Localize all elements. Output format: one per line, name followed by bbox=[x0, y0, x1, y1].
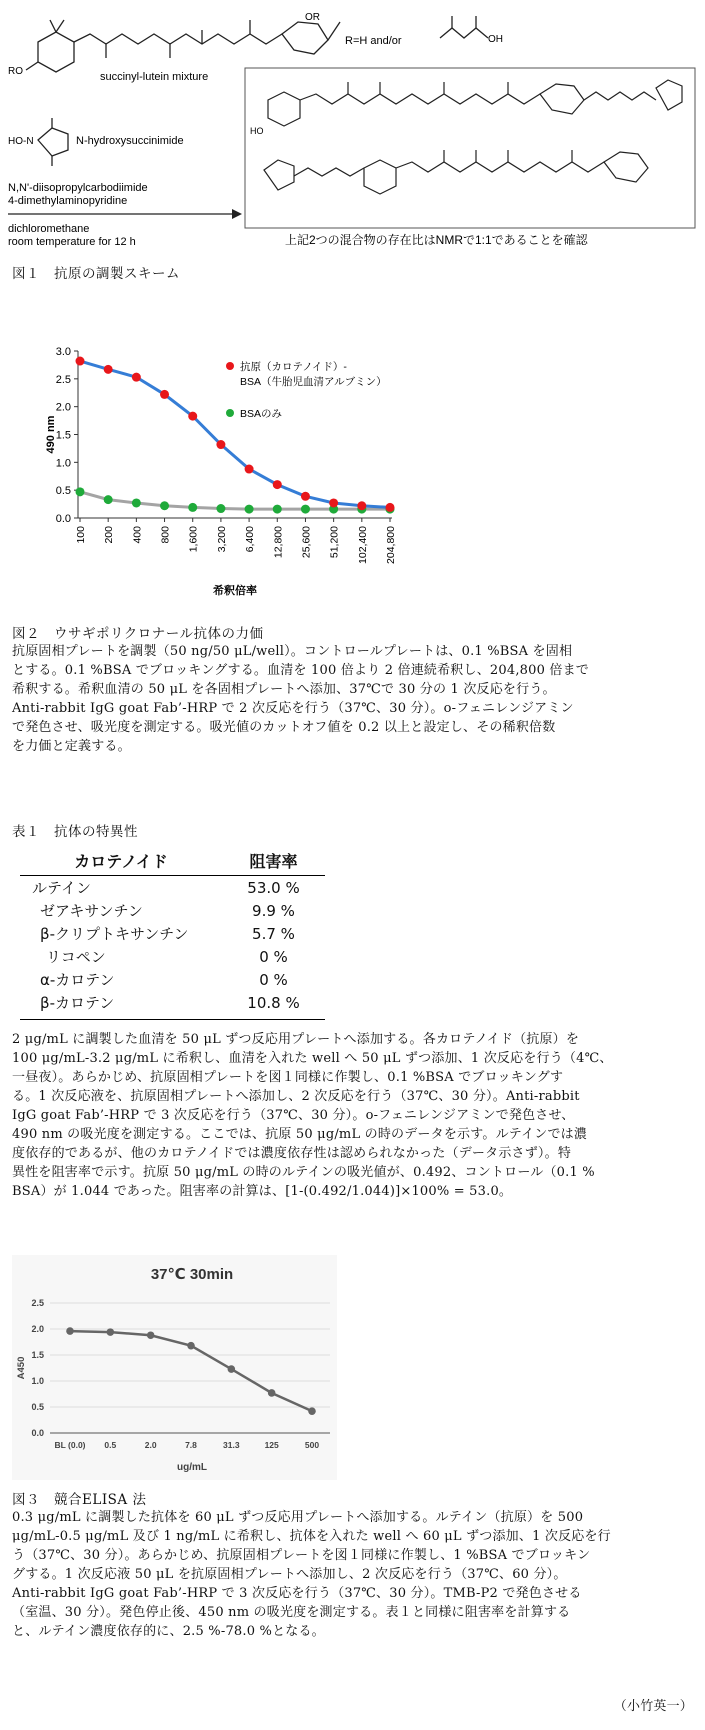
x-tick-label: 204,800 bbox=[385, 526, 397, 564]
data-point bbox=[329, 498, 338, 507]
table-row bbox=[20, 991, 325, 1020]
chart-title: 37℃ 30min bbox=[150, 1266, 234, 1283]
table1-caption: 表１ 抗体の特異性 bbox=[12, 824, 138, 840]
scheme-reagent-2: 4-dimethylaminopyridine bbox=[8, 195, 128, 207]
paragraph-line: とする。0.1 %BSA でブロッキングする。血清を 100 倍より 2 倍連続希釈し、204,800 倍まで bbox=[12, 663, 589, 678]
table-row bbox=[20, 899, 325, 922]
x-tick-label: 3,200 bbox=[215, 526, 228, 553]
y-tick-label: 2.0 bbox=[31, 1324, 44, 1334]
x-tick-label: 102,400 bbox=[356, 526, 369, 564]
author-credit: （小竹英一） bbox=[613, 1699, 693, 1714]
x-tick-label: 51,200 bbox=[328, 526, 341, 559]
y-axis-label: 490 nm bbox=[45, 415, 57, 454]
y-tick-label: 1.5 bbox=[31, 1350, 44, 1360]
data-point bbox=[104, 365, 113, 374]
x-tick-label: 800 bbox=[159, 526, 172, 544]
titer-chart bbox=[0, 335, 400, 600]
y-tick-label: 0.0 bbox=[31, 1428, 44, 1438]
scheme-succinyl bbox=[440, 28, 488, 38]
figure3-body bbox=[12, 1508, 611, 1641]
y-tick-label: 1.5 bbox=[55, 429, 71, 442]
y-tick-label: 0.5 bbox=[55, 485, 71, 498]
x-tick-label: 125 bbox=[264, 1440, 279, 1450]
table-cell: 0 % bbox=[259, 947, 288, 966]
product-box bbox=[245, 68, 695, 228]
paragraph-line: る。1 次反応液を、抗原固相プレートへ添加し、2 次反応を行う（37℃、30 分）。Anti-rabbit bbox=[12, 1089, 580, 1104]
data-point bbox=[308, 1407, 316, 1415]
scheme-atom-oh: OH bbox=[488, 34, 503, 45]
table1-body bbox=[12, 1030, 613, 1201]
x-axis-label: ug/mL bbox=[177, 1462, 207, 1473]
data-point bbox=[273, 505, 282, 514]
scheme-solvent: dichloromethane bbox=[8, 223, 90, 235]
table-cell: 9.9 % bbox=[252, 901, 295, 920]
synthesis-scheme bbox=[0, 0, 705, 290]
scheme-label-r: R=H and/or bbox=[345, 35, 402, 47]
table-row bbox=[20, 945, 325, 968]
x-tick-label: 12,800 bbox=[272, 526, 285, 559]
data-point bbox=[188, 503, 197, 512]
legend-marker bbox=[226, 362, 234, 370]
scheme-reagent-1: N,N'-diisopropylcarbodiimide bbox=[8, 182, 148, 194]
paragraph-line: う（37℃、30 分）。あらかじめ、抗原固相プレートを図１同様に作製し、1 %BSA でブロッキン bbox=[12, 1548, 591, 1563]
y-tick-label: 0.0 bbox=[55, 513, 71, 525]
data-point bbox=[357, 501, 366, 510]
data-point bbox=[160, 501, 169, 510]
scheme-nhs-ring bbox=[38, 128, 68, 156]
scheme-note: 上記2つの混合物の存在比はNMRで1:1であることを確認 bbox=[285, 233, 588, 247]
paragraph-line: で発色させ、吸光度を測定する。吸光値のカットオフ値を 0.2 以上と設定し、その稀釈倍数 bbox=[12, 720, 556, 735]
y-tick-label: 3.0 bbox=[55, 346, 71, 358]
legend-label: BSA（牛胎児血清アルブミン） bbox=[240, 376, 387, 388]
y-tick-label: 1.0 bbox=[31, 1376, 44, 1386]
data-point bbox=[107, 1328, 115, 1336]
arrow-head-icon bbox=[232, 209, 242, 219]
scheme-atom-ho-n: HO-N bbox=[8, 136, 34, 147]
y-tick-label: 1.0 bbox=[55, 457, 71, 470]
x-tick-label: 0.5 bbox=[104, 1440, 117, 1450]
paragraph-line: IgG goat Fab’-HRP で 3 次反応を行う（37℃、30 分）。o-フェニレンジアミンで発色させ、 bbox=[12, 1108, 575, 1123]
paragraph-line: 100 μg/mL-3.2 μg/mL に希釈し、血清を入れた well へ 50 μL ずつ添加、1 次反応を行う（4℃、 bbox=[12, 1051, 613, 1066]
figure1-caption: 図１ 抗原の調製スキーム bbox=[12, 266, 180, 282]
y-axis-label: A450 bbox=[16, 1356, 27, 1380]
table-cell: 0 % bbox=[259, 970, 288, 989]
x-tick-label: 6,400 bbox=[244, 526, 257, 553]
table-cell: β-カロテン bbox=[20, 991, 222, 1020]
paragraph-line: Anti-rabbit IgG goat Fab’-HRP で 2 次反応を行う（37℃、30 分）。o-フェニレンジアミン bbox=[12, 701, 574, 716]
data-point bbox=[301, 492, 310, 501]
figure2-body bbox=[12, 642, 589, 756]
specificity-table bbox=[20, 846, 325, 1020]
scheme-atom-ro: RO bbox=[8, 66, 23, 77]
paragraph-line: 2 μg/mL に調製した血清を 50 μL ずつ反応用プレートへ添加する。各カロテノイド（抗原）を bbox=[12, 1032, 580, 1047]
paragraph-line: 度依存的であるが、他のカロテノイドでは濃度依存性は認められなかった（データ示さず）。特 bbox=[12, 1146, 572, 1161]
data-point bbox=[76, 357, 85, 366]
table-cell: ゼアキサンチン bbox=[40, 902, 143, 920]
data-point bbox=[245, 465, 254, 474]
scheme-polyene-chain bbox=[74, 34, 282, 44]
scheme-atom-ho: HO bbox=[250, 126, 264, 136]
data-point bbox=[386, 503, 395, 512]
table-cell: ルテイン bbox=[32, 879, 91, 897]
data-point bbox=[132, 498, 141, 507]
paragraph-line: を力価と定義する。 bbox=[12, 739, 131, 754]
series-line bbox=[80, 492, 390, 509]
data-point bbox=[268, 1389, 276, 1397]
paragraph-line: 0.3 μg/mL に調製した抗体を 60 μL ずつ反応用プレートへ添加する。ルテイン（抗原）を 500 bbox=[12, 1510, 584, 1525]
x-tick-label: 200 bbox=[103, 526, 116, 544]
paragraph-line: 一昼夜）。あらかじめ、抗原固相プレートを図１同様に作製し、0.1 %BSA でブロッキングす bbox=[12, 1070, 564, 1085]
data-point bbox=[228, 1365, 236, 1373]
scheme-label-mixture: succinyl-lutein mixture bbox=[100, 71, 209, 83]
x-tick-label: 500 bbox=[304, 1440, 320, 1450]
paragraph-line: 490 nm の吸光度を測定する。ここでは、抗原 50 μg/mL の時のデータを示す。ルテインでは濃 bbox=[12, 1127, 588, 1142]
scheme-condition: room temperature for 12 h bbox=[8, 236, 136, 248]
paragraph-line: 抗原固相プレートを調製（50 ng/50 μL/well）。コントロールプレートは、0.1 %BSA を固相 bbox=[12, 644, 573, 659]
table-cell: β-クリプトキサンチン bbox=[40, 925, 189, 943]
data-point bbox=[245, 505, 254, 514]
paragraph-line: μg/mL-0.5 μg/mL 及び 1 ng/mL に希釈し、抗体を入れた well へ 60 μL ずつ添加、1 次反応を行 bbox=[12, 1529, 611, 1544]
figure3-caption: 図３ 競合ELISA 法 bbox=[12, 1492, 147, 1508]
paragraph-line: グする。1 次反応液 50 μL を抗原固相プレートへ添加し、2 次反応を行う（37℃、60 分）。 bbox=[12, 1567, 567, 1582]
data-point bbox=[132, 373, 141, 382]
x-axis-label: 希釈倍率 bbox=[213, 585, 257, 597]
data-point bbox=[301, 505, 310, 514]
x-tick-label: 100 bbox=[75, 526, 87, 544]
legend-label: 抗原（カロテノイド）- bbox=[240, 361, 347, 373]
legend-marker bbox=[226, 409, 234, 417]
data-point bbox=[216, 440, 225, 449]
data-point bbox=[104, 495, 113, 504]
data-point bbox=[66, 1327, 74, 1335]
x-tick-label: 25,600 bbox=[300, 526, 313, 559]
y-tick-label: 0.5 bbox=[31, 1402, 44, 1412]
x-tick-label: 400 bbox=[131, 526, 144, 544]
scheme-ring-right bbox=[282, 22, 328, 54]
table-cell: 5.7 % bbox=[252, 924, 295, 943]
x-tick-label: 1,600 bbox=[187, 526, 200, 553]
data-point bbox=[76, 487, 85, 496]
table-cell: 53.0 % bbox=[247, 878, 300, 897]
figure2-caption: 図２ ウサギポリクロナール抗体の力価 bbox=[12, 626, 264, 642]
data-point bbox=[160, 390, 169, 399]
table-row bbox=[20, 876, 325, 900]
y-tick-label: 2.5 bbox=[55, 373, 71, 386]
paragraph-line: （室温、30 分）。発色停止後、450 nm の吸光度を測定する。表１と同様に阻害率を計算する bbox=[12, 1605, 571, 1620]
data-point bbox=[273, 480, 282, 489]
table-row bbox=[20, 922, 325, 945]
x-tick-label: 31.3 bbox=[223, 1440, 240, 1450]
data-point bbox=[187, 1342, 195, 1350]
table-header: 阻害率 bbox=[222, 846, 325, 876]
y-tick-label: 2.0 bbox=[55, 401, 71, 414]
paragraph-line: 希釈する。希釈血清の 50 μL を各固相プレートへ添加、37℃で 30 分の 1 次反応を行う。 bbox=[12, 682, 556, 697]
paragraph-line: Anti-rabbit IgG goat Fab’-HRP で 3 次反応を行う（37℃、30 分）。TMB-P2 で発色させる bbox=[12, 1586, 582, 1601]
paragraph-line: と、ルテイン濃度依存的に、2.5 %-78.0 %となる。 bbox=[12, 1624, 325, 1639]
table-header: カロテノイド bbox=[20, 846, 222, 876]
scheme-label-nhs: N-hydroxysuccinimide bbox=[76, 135, 184, 147]
table-cell: リコペン bbox=[46, 948, 106, 966]
scheme-atom-or: OR bbox=[305, 12, 320, 23]
table-cell: α-カロテン bbox=[40, 971, 115, 989]
data-point bbox=[188, 412, 197, 421]
x-tick-label: 7.8 bbox=[185, 1440, 197, 1450]
y-tick-label: 2.5 bbox=[31, 1298, 44, 1308]
data-point bbox=[216, 504, 225, 513]
data-point bbox=[147, 1331, 155, 1339]
x-tick-label: BL (0.0) bbox=[54, 1440, 86, 1450]
x-tick-label: 2.0 bbox=[144, 1440, 157, 1450]
table-cell: 10.8 % bbox=[222, 991, 325, 1020]
paragraph-line: 異性を阻害率で示す。抗原 50 μg/mL の時のルテインの吸光値が、0.492、コントロール（0.1 % bbox=[12, 1165, 595, 1180]
table-row bbox=[20, 968, 325, 991]
competitive-elisa-chart bbox=[12, 1255, 337, 1480]
scheme-ring-left bbox=[38, 32, 74, 72]
legend-label: BSAのみ bbox=[240, 408, 283, 420]
paragraph-line: BSA）が 1.044 であった。阻害率の計算は、[1-(0.492/1.044)]×100% = 53.0。 bbox=[12, 1184, 513, 1199]
